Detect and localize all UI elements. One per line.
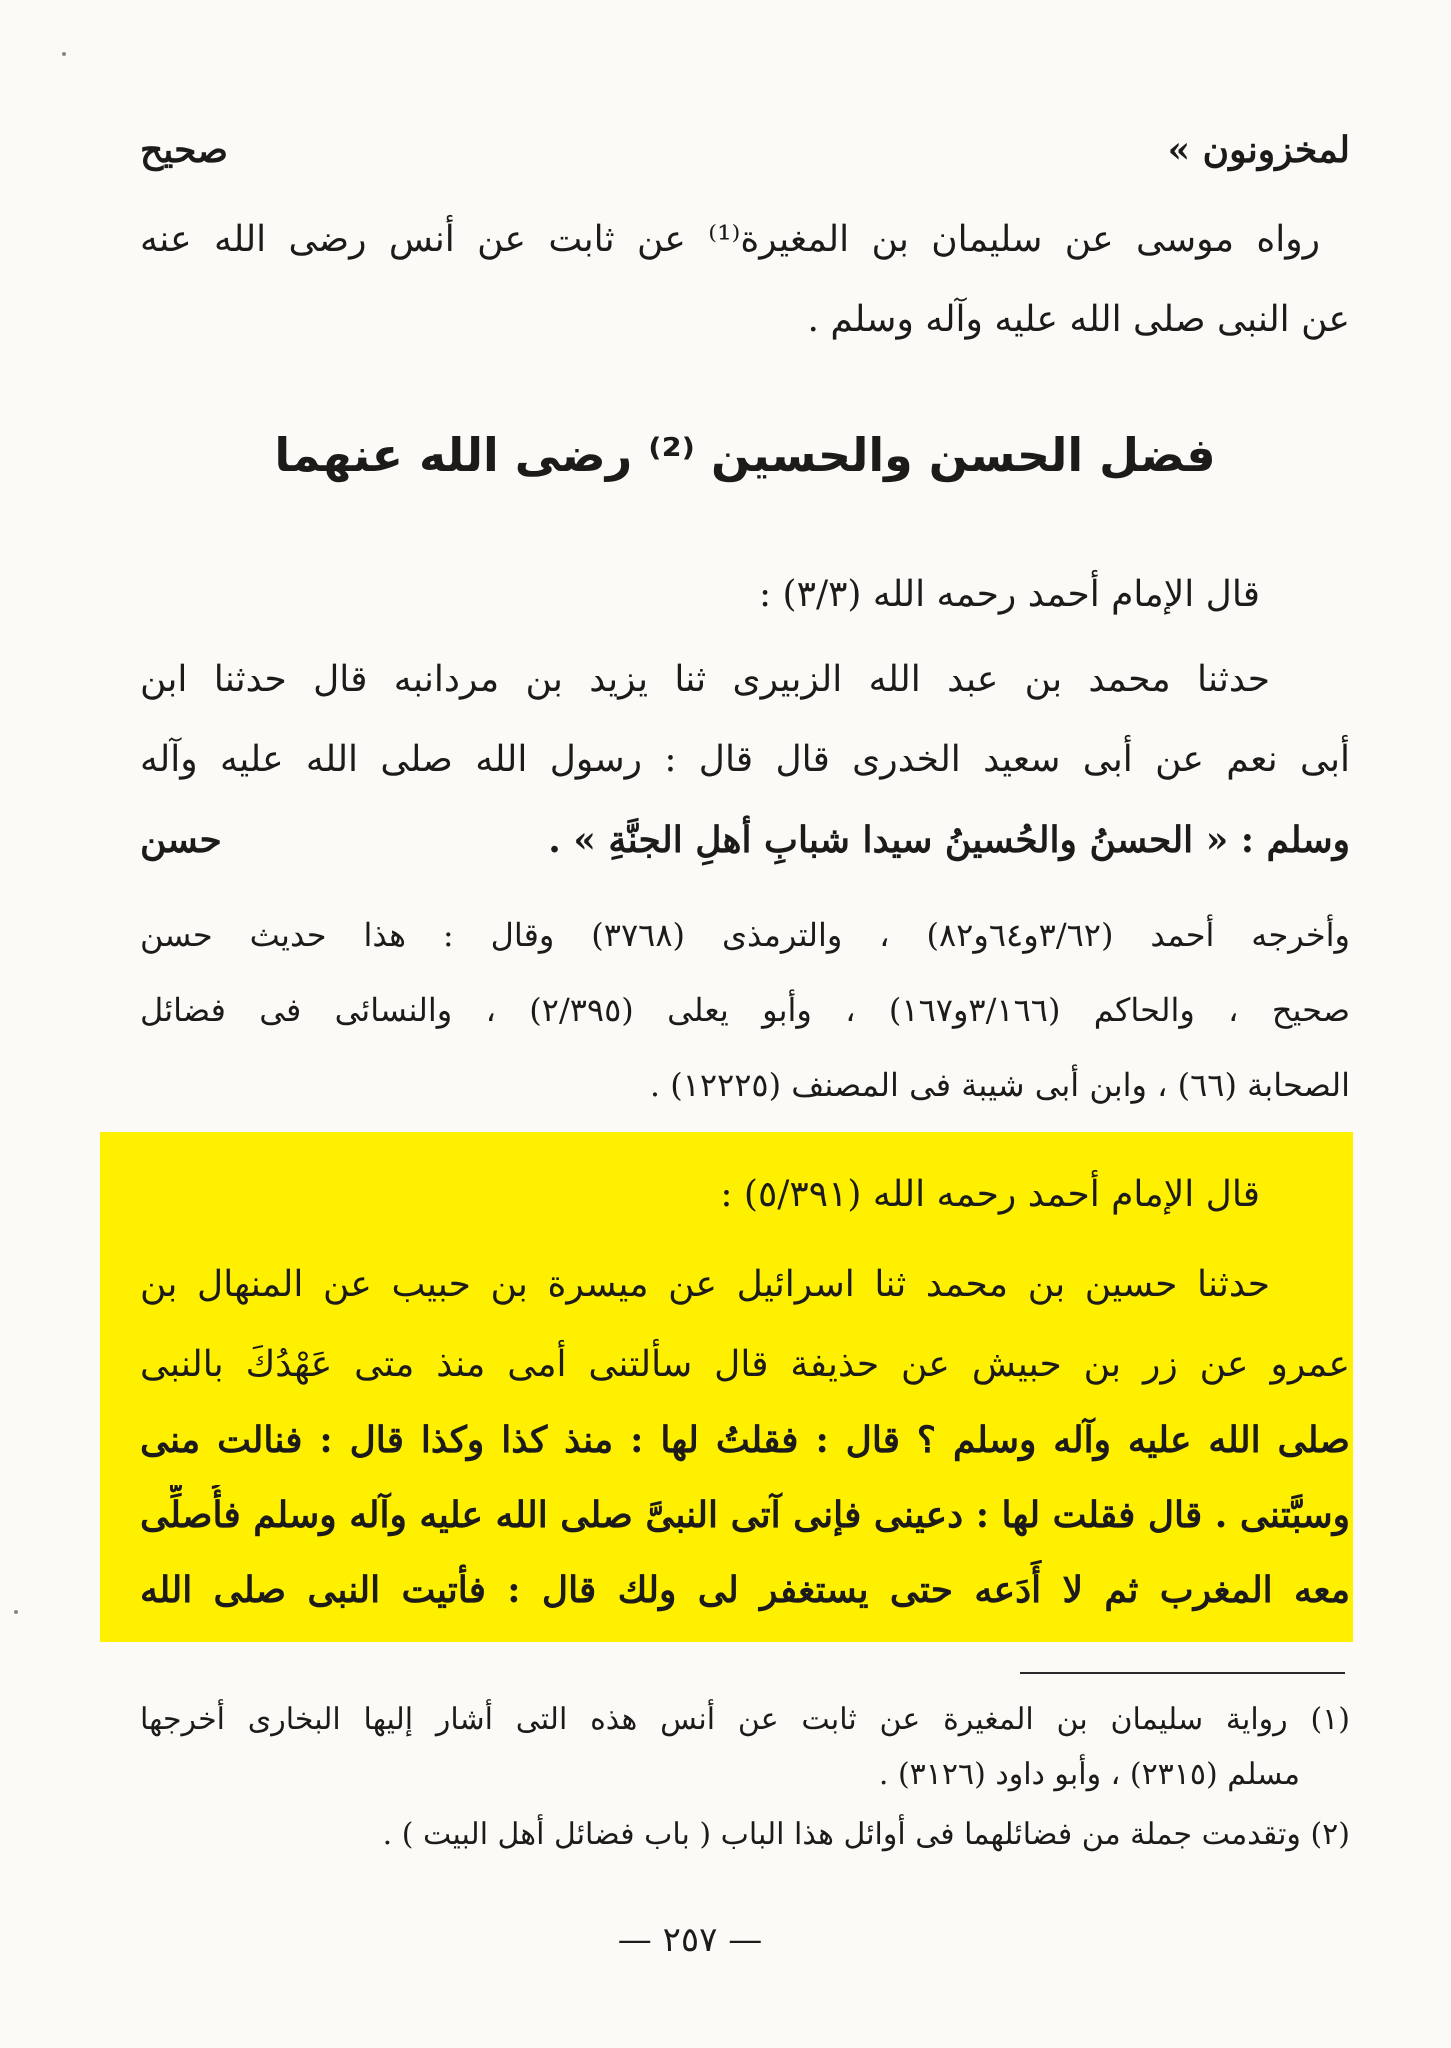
takhrij-line-2: صحيح ، والحاكم (٣/١٦٦و١٦٧) ، وأبو يعلى (٢/٣٩٥) ، والنسائى فى فضائل bbox=[140, 991, 1350, 1029]
section2-intro: قال الإمام أحمد رحمه الله (٥/٣٩١) : bbox=[720, 1174, 1260, 1215]
footnote-separator bbox=[1020, 1672, 1345, 1674]
takhrij-line-1: وأخرجه أحمد (٣/٦٢و٦٤و٨٢) ، والترمذى (٣٧٦٨) وقال : هذا حديث حسن bbox=[140, 916, 1350, 954]
section1-line-3: وسلم : « الحسنُ والحُسينُ سيدا شبابِ أهلِ الجنَّةِ » . bbox=[548, 819, 1350, 861]
header-grade-label: صحيح bbox=[140, 129, 228, 171]
page-number: — ٢٥٧ — bbox=[617, 1920, 763, 1960]
section1-line-2: أبى نعم عن أبى سعيد الخدرى قال قال : رسول الله صلى الله عليه وآله bbox=[140, 739, 1350, 780]
scan-speck bbox=[62, 52, 66, 56]
section2-line-5: معه المغرب ثم لا أَدَعه حتى يستغفر لى ولك قال : فأتيت النبى صلى الله bbox=[140, 1569, 1350, 1611]
scan-speck bbox=[14, 1610, 18, 1614]
footnote-1-line-1: (١) رواية سليمان بن المغيرة عن ثابت عن أنس هذه التى أشار إليها البخارى أخرجها bbox=[140, 1702, 1350, 1737]
section1-line-1: حدثنا محمد بن عبد الله الزبيرى ثنا يزيد بن مردانبه قال حدثنا ابن bbox=[140, 659, 1270, 700]
section1-intro: قال الإمام أحمد رحمه الله (٣/٣) : bbox=[758, 574, 1260, 615]
chapter-title: فضل الحسن والحسين ⁽²⁾ رضى الله عنهما bbox=[274, 428, 1216, 482]
footnote-2: (٢) وتقدمت جملة من فضائلهما فى أوائل هذا الباب ( باب فضائل أهل البيت ) . bbox=[382, 1817, 1350, 1852]
section2-line-1: حدثنا حسين بن محمد ثنا اسرائيل عن ميسرة بن حبيب عن المنهال بن bbox=[140, 1264, 1270, 1305]
hadith-grade: حسن bbox=[140, 819, 222, 861]
section2-line-2: عمرو عن زر بن حبيش عن حذيفة قال سألتنى أمى منذ متى عَهْدُكَ بالنبى bbox=[140, 1344, 1350, 1385]
takhrij-line-3: الصحابة (٦٦) ، وابن أبى شيبة فى المصنف (١٢٢٢٥) . bbox=[649, 1066, 1350, 1104]
section2-line-4: وسبَّتنى . قال فقلت لها : دعينى فإنى آتى النبىَّ صلى الله عليه وآله وسلم فأُصلِّى bbox=[140, 1494, 1350, 1536]
top-paragraph-line-2: عن النبى صلى الله عليه وآله وسلم . bbox=[807, 299, 1350, 340]
top-paragraph-line-1: رواه موسى عن سليمان بن المغيرة⁽¹⁾ عن ثابت عن أنس رضى الله عنه bbox=[140, 219, 1320, 260]
section2-line-3: صلى الله عليه وآله وسلم ؟ قال : فقلتُ لها : منذ كذا وكذا قال : فنالت منى bbox=[140, 1419, 1350, 1461]
header-continuation: لمخزونون » bbox=[1167, 129, 1350, 171]
footnote-1-line-2: مسلم (٢٣١٥) ، وأبو داود (٣١٢٦) . bbox=[878, 1757, 1300, 1792]
running-header bbox=[140, 120, 1350, 180]
